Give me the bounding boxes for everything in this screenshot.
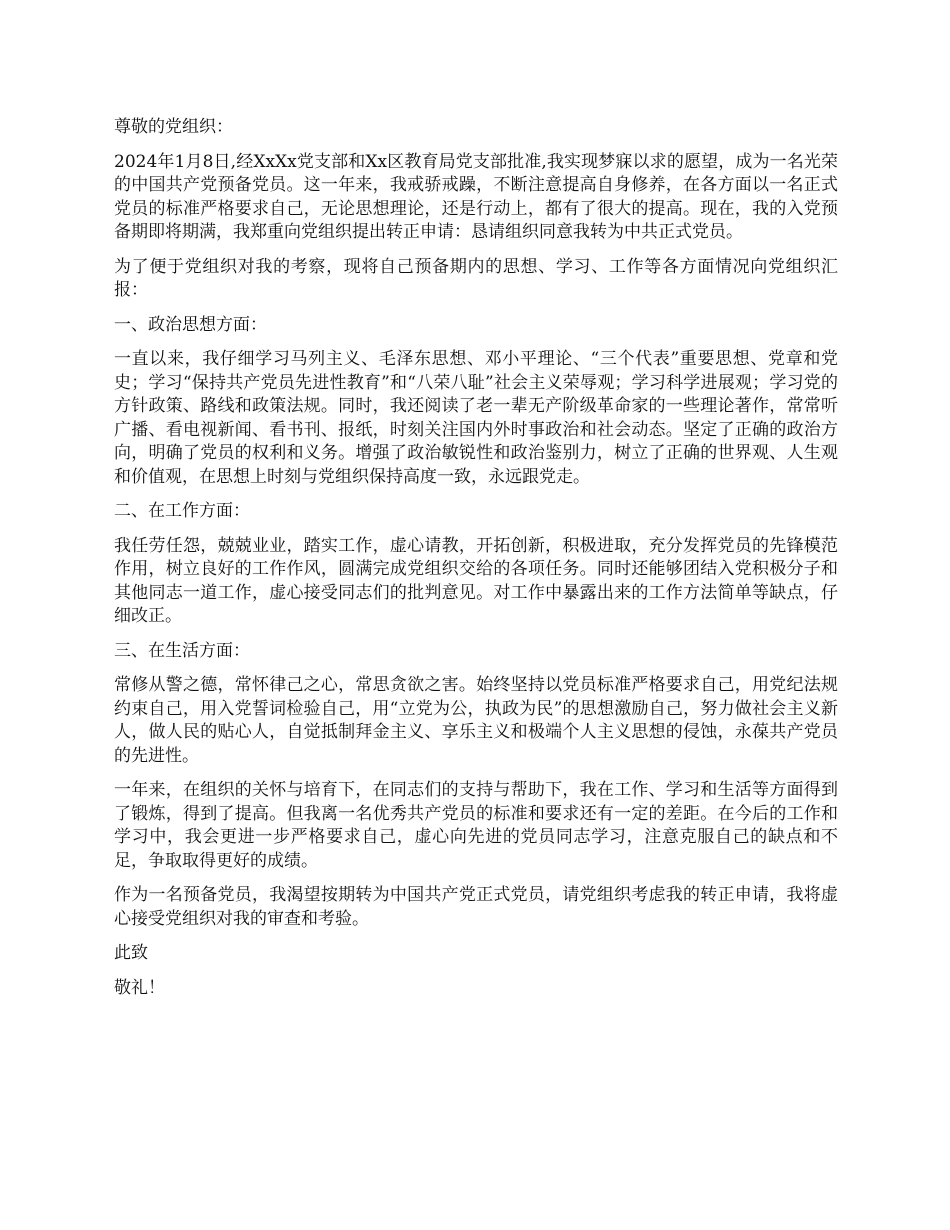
letter-document	[114, 116, 838, 1011]
request-paragraph: 作为一名预备党员，我渴望按期转为中国共产党正式党员，请党组织考虑我的转正申请，我将虚心接受党组织对我的审查和考验。	[114, 885, 838, 929]
section-heading-political: 一、政治思想方面：	[114, 314, 267, 335]
section-body-life: 常修从警之德，常怀律己之心，常思贪欲之害。始终坚持以党员标准严格要求自己，用党纪法规约束自己，用入党誓词检验自己，用“立党为公，执政为民”的思想激励自己，努力做社会主义新人，做人民的贴心人，自觉抵制拜金主义、享乐主义和极端个人主义思想的侵蚀，永葆共产党员的先进性。	[114, 675, 838, 766]
section-heading-work: 二、在工作方面：	[114, 501, 250, 521]
section-body-work: 我任劳任怨，兢兢业业，踏实工作，虚心请教，开拓创新，积极进取，充分发挥党员的先锋模范作用，树立良好的工作作风，圆满完成党组织交给的各项任务。同时还能够团结入党积极分子和其他同志一道工作，虚心接受同志们的批判意见。对工作中暴露出来的工作方法简单等缺点，仔细改正。	[114, 535, 838, 626]
section-body-political: 一直以来，我仔细学习马列主义、毛泽东思想、邓小平理论、“三个代表”重要思想、党章和党史；学习“保持共产党员先进性教育”和“八荣八耻”社会主义荣辱观；学习科学进展观；学习党的方针政策、路线和政策法规。同时，我还阅读了老一辈无产阶级革命家的一些理论著作，常常听广播、看电视新闻、看书刊、报纸，时刻关注国内外时事政治和社会动态。坚定了正确的政治方向，明确了党员的权利和义务。增强了政治敏锐性和政治鉴别力，树立了正确的世界观、人生观和价值观，在思想上时刻与党组织保持高度一致，永远跟党走。	[114, 349, 838, 487]
summary-paragraph: 一年来，在组织的关怀与培育下，在同志们的支持与帮助下，我在工作、学习和生活等方面得到了锻炼，得到了提高。但我离一名优秀共产党员的标准和要求还有一定的差距。在今后的工作和学习中，我会更进一步严格要求自己，虚心向先进的党员同志学习，注意克服自己的缺点和不足，争取取得更好的成绩。	[114, 780, 838, 871]
intro-paragraph: 2024年1月8日,经XxXx党支部和Xx区教育局党支部批准,我实现梦寐以求的愿望，成为一名光荣的中国共产党预备党员。这一年来，我戒骄戒躁，不断注意提高自身修养，在各方面以一名正式党员的标准严格要求自己，无论思想理论，还是行动上，都有了很大的提高。现在，我的入党预备期即将期满，我郑重向党组织提出转正申请：恳请组织同意我转为中共正式党员。	[114, 151, 838, 242]
salutation: 尊敬的党组织：	[114, 117, 233, 137]
sign-off-jingli: 敬礼！	[114, 977, 165, 998]
sign-off-cizhi: 此致	[114, 943, 148, 963]
report-intro-paragraph: 为了便于党组织对我的考察，现将自己预备期内的思想、学习、工作等各方面情况向党组织汇报：	[114, 256, 838, 300]
section-heading-life: 三、在生活方面：	[114, 640, 250, 661]
